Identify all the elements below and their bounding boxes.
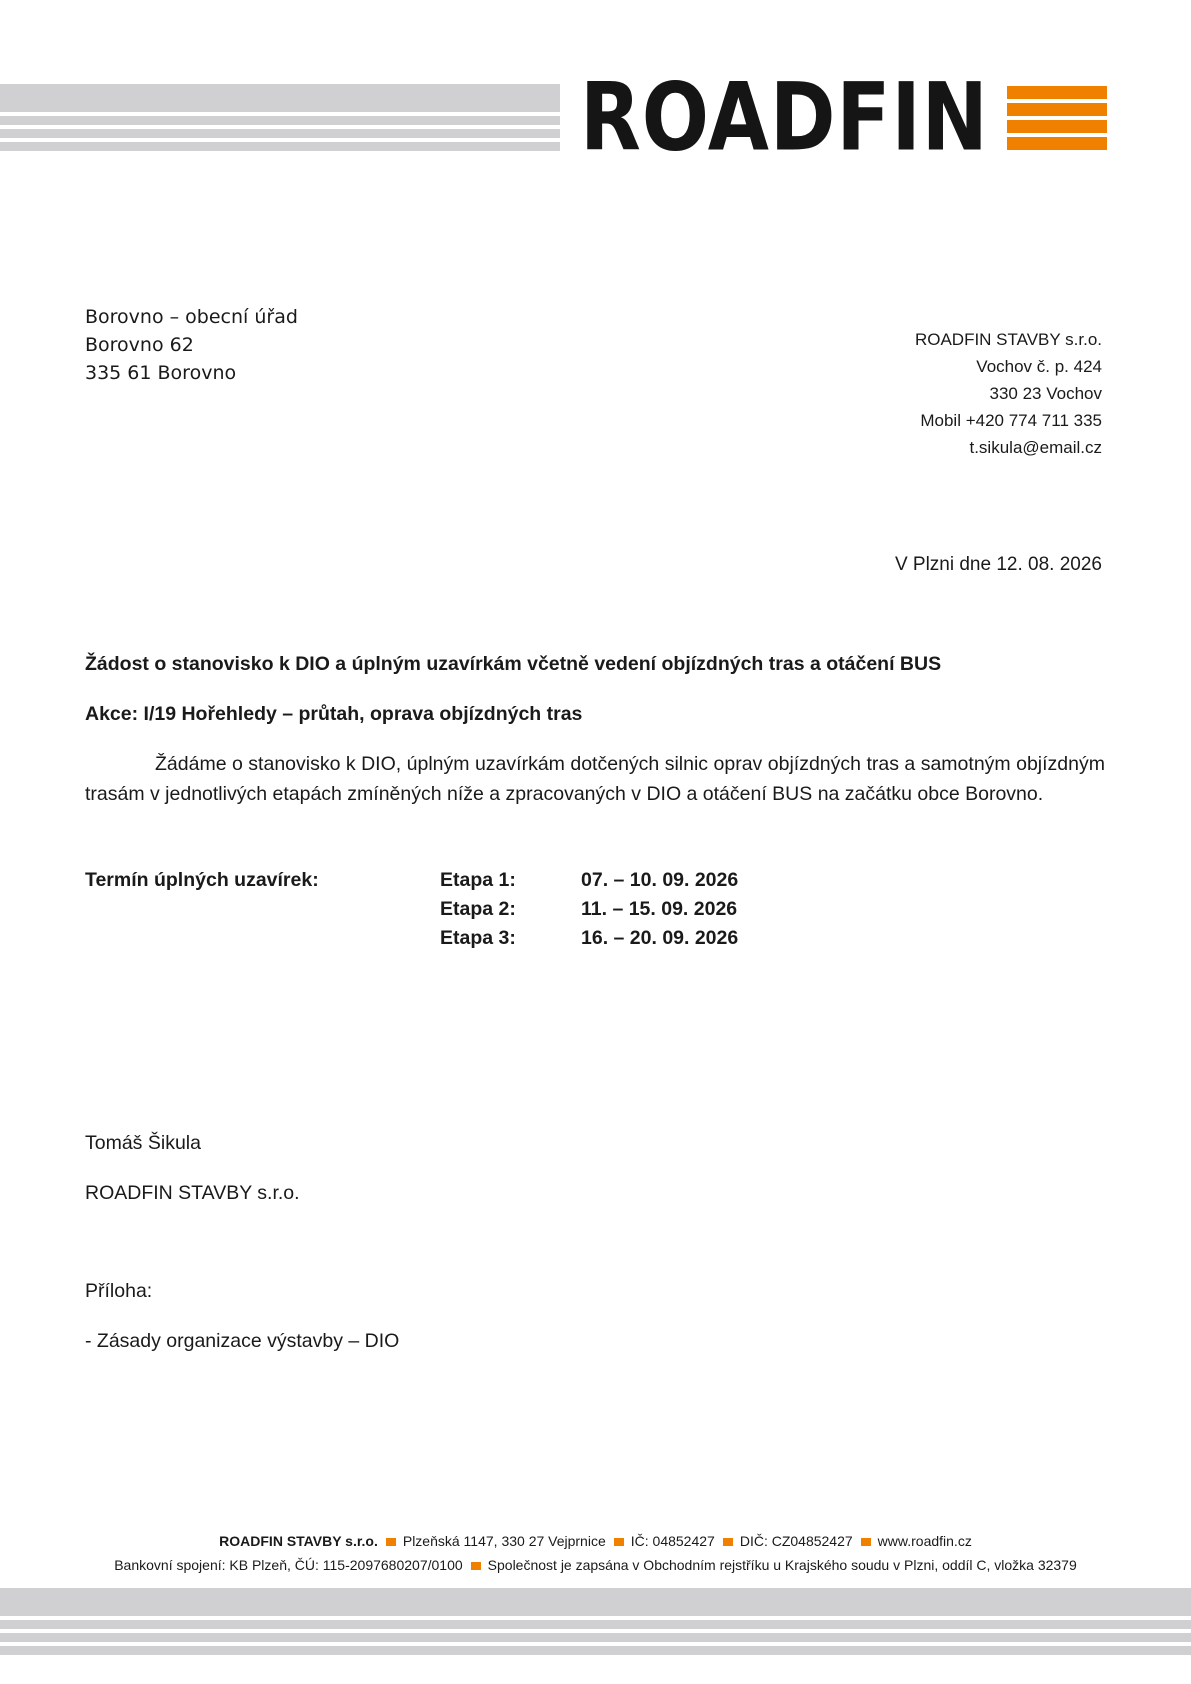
stage-name: Etapa 1: <box>440 869 516 891</box>
footer-line-2 <box>0 1557 1191 1573</box>
logo-bar <box>1007 120 1107 133</box>
footer-stripe <box>0 1633 1191 1642</box>
footer-bank: Bankovní spojení: KB Plzeň, ČÚ: 115-2097680207/0100 <box>114 1557 463 1573</box>
bullet-square-icon <box>471 1562 481 1570</box>
footer-stripe <box>0 1646 1191 1655</box>
logo-bar <box>1007 137 1107 150</box>
footer-dic: DIČ: CZ04852427 <box>739 1533 853 1549</box>
recipient-line: 335 61 Borovno <box>85 362 237 384</box>
sender-phone: Mobil +420 774 711 335 <box>920 411 1102 430</box>
header-stripe <box>0 116 560 125</box>
attachments-label: Příloha: <box>85 1280 153 1302</box>
footer-stripe <box>0 1620 1191 1629</box>
sender-company: ROADFIN STAVBY s.r.o. <box>914 330 1102 349</box>
stage-row <box>440 924 738 953</box>
body-paragraph: Žádáme o stanovisko k DIO, úplným uzavírkám dotčených silnic oprav objízdných tras a samotným objízdným trasám v jednotlivých etapách zmíněných níže a zpracovaných v DIO a otáčení BUS na začátku obce Borovno. <box>85 753 1105 805</box>
sender-street: Vochov č. p. 424 <box>976 357 1102 376</box>
recipient-line: Borovno 62 <box>85 334 194 356</box>
sender-address <box>915 326 1102 461</box>
stage-name: Etapa 2: <box>440 898 516 920</box>
bullet-square-icon <box>861 1538 871 1546</box>
stage-row <box>440 866 738 895</box>
footer-line-1 <box>0 1533 1191 1549</box>
header-stripe <box>0 84 560 112</box>
stage-row <box>440 895 737 924</box>
stage-dates: 11. – 15. 09. 2026 <box>581 898 738 920</box>
letter-akce: Akce: I/19 Hořehledy – průtah, oprava objízdných tras <box>85 703 583 725</box>
date-line: V Plzni dne 12. 08. 2026 <box>894 554 1102 575</box>
company-logo: ROADFIN <box>580 62 989 172</box>
sender-city: 330 23 Vochov <box>989 384 1102 403</box>
header-stripe <box>0 142 560 151</box>
stage-name: Etapa 3: <box>440 927 516 949</box>
logo-bar <box>1007 86 1107 99</box>
footer-web: www.roadfin.cz <box>877 1533 972 1549</box>
bullet-square-icon <box>614 1538 624 1546</box>
recipient-address <box>85 303 298 387</box>
signature-name: Tomáš Šikula <box>85 1132 201 1154</box>
footer-stripe <box>0 1588 1191 1616</box>
logo-bar <box>1007 103 1107 116</box>
sender-email: t.sikula@email.cz <box>969 438 1102 457</box>
attachment-item: - Zásady organizace výstavby – DIO <box>85 1330 400 1352</box>
terms-label: Termín úplných uzavírek: <box>85 869 319 891</box>
stage-dates: 07. – 10. 09. 2026 <box>581 869 739 891</box>
stage-dates: 16. – 20. 09. 2026 <box>581 927 739 949</box>
bullet-square-icon <box>386 1538 396 1546</box>
recipient-line: Borovno – obecní úřad <box>85 306 298 328</box>
letter-subject: Žádost o stanovisko k DIO a úplným uzavírkám včetně vedení objízdných tras a otáčení BUS <box>85 653 942 675</box>
footer-ic: IČ: 04852427 <box>630 1533 715 1549</box>
bullet-square-icon <box>723 1538 733 1546</box>
footer-registry: Společnost je zapsána v Obchodním rejstříku u Krajského soudu v Plzni, oddíl C, vložka 32379 <box>487 1557 1077 1573</box>
signature-company: ROADFIN STAVBY s.r.o. <box>85 1182 300 1204</box>
footer-address: Plzeňská 1147, 330 27 Vejprnice <box>402 1533 606 1549</box>
footer-company: ROADFIN STAVBY s.r.o. <box>219 1533 378 1549</box>
header-stripe <box>0 129 560 138</box>
